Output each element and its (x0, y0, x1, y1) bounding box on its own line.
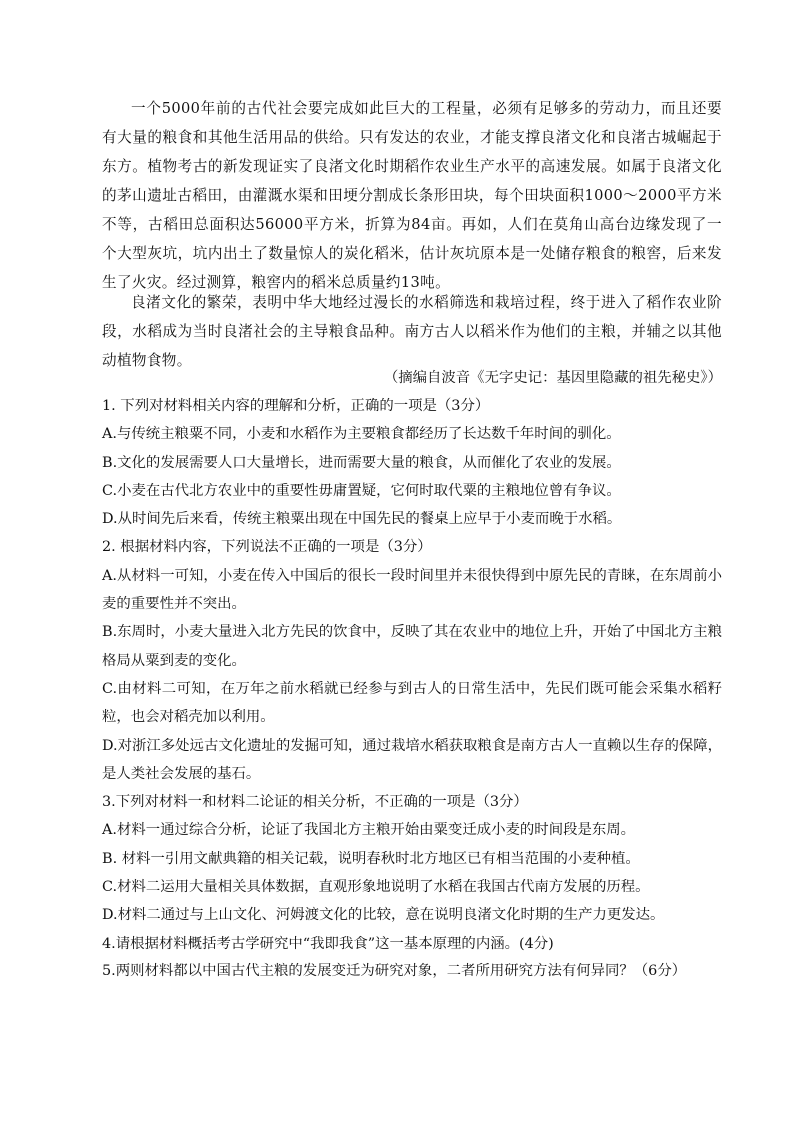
passage-source: （摘编自波音《无字史记：基因里隐藏的祖先秘史》） (383, 370, 722, 386)
question-2-stem: 2. 根据材料内容，下列说法不正确的一项是（3分） (102, 539, 432, 556)
question-1-option-a: A.与传统主粮粟不同，小麦和水稻作为主要粮食都经历了长达数千年时间的驯化。 (102, 426, 621, 443)
question-1-option-b: B.文化的发展需要人口大量增长，进而需要大量的粮食，从而催化了农业的发展。 (102, 454, 621, 471)
question-2-option-c: C.由材料二可知，在万年之前水稻就已经参与到古人的日常生活中，先民们既可能会采集水稻籽粒，也会对稻壳加以利用。 (102, 680, 722, 726)
question-1-option-c: C.小麦在古代北方农业中的重要性毋庸置疑，它何时取代粟的主粮地位曾有争议。 (102, 482, 621, 499)
question-2-option-a: A.从材料一可知，小麦在传入中国后的很长一段时间里并未很快得到中原先民的青睐，在东周前小麦的重要性并不突出。 (102, 567, 722, 613)
question-3-option-a: A.材料一通过综合分析，论证了我国北方主粮开始由粟变迁成小麦的时间段是东周。 (102, 822, 636, 839)
question-3-option-b: B. 材料一引用文献典籍的相关记载，说明春秋时北方地区已有相当范围的小麦种植。 (102, 850, 640, 867)
passage-paragraph-2: 良渚文化的繁荣，表明中华大地经过漫长的水稻筛选和栽培过程，终于进入了稻作农业阶段，水稻成为当时良渚社会的主导粮食品种。南方古人以稻米作为他们的主粮，并辅之以其他动植物食物。 (102, 294, 722, 369)
question-5-stem: 5.两则材料都以中国古代主粮的发展变迁为研究对象，二者所用研究方法有何异同？（6分） (102, 963, 687, 979)
question-2-option-b: B.东周时，小麦大量进入北方先民的饮食中，反映了其在农业中的地位上升，开始了中国北方主粮格局从粟到麦的变化。 (102, 624, 722, 669)
question-3-stem: 3.下列对材料一和材料二论证的相关分析，不正确的一项是（3分） (102, 794, 528, 811)
question-2-option-d: D.对浙江多处远古文化遗址的发掘可知，通过栽培水稻获取粮食是南方古人一直赖以生存的保障，是人类社会发展的基石。 (102, 737, 723, 782)
questions-1-to-4 (102, 392, 722, 958)
question-4-stem: 4.请根据材料概括考古学研究中“我即我食”这一基本原理的内涵。(4分) (102, 935, 554, 952)
question-1-option-d: D.从时间先后来看，传统主粮粟出现在中国先民的餐桌上应早于小麦而晚于水稻。 (102, 511, 622, 528)
question-1-stem: 1. 下列对材料相关内容的理解和分析，正确的一项是（3分） (102, 398, 490, 414)
question-3-option-c: C.材料二运用大量相关具体数据，直观形象地说明了水稻在我国古代南方发展的历程。 (102, 879, 650, 896)
passage-paragraph-1: 一个5000年前的古代社会要完成如此巨大的工程量，必须有足够多的劳动力，而且还要有大量的粮食和其他生活用品的供给。只有发达的农业，才能支撑良渚文化和良渚古城崛起于东方。植物考古的新发现证实了良渚文化时期稻作农业生产水平的高速发展。如属于良渚文化的茅山遗址古稻田，由灌溉水渠和田埂分割成长条形田块，每个田块面积1000～2000平方米不等，古稻田总面积达56000平方米，折算为84亩。再如，人们在莫角山高台边缘发现了一个大型灰坑，坑内出土了数量惊人的炭化稻米，估计灰坑原本是一处储存粮食的粮窖，后来发生了火灾。经过测算，粮窖内的稻米总质量约13吨。 (102, 100, 722, 291)
question-3-option-d: D.材料二通过与上山文化、河姆渡文化的比较，意在说明良渚文化时期的生产力更发达。 (102, 907, 665, 924)
question-5-block (102, 957, 722, 985)
